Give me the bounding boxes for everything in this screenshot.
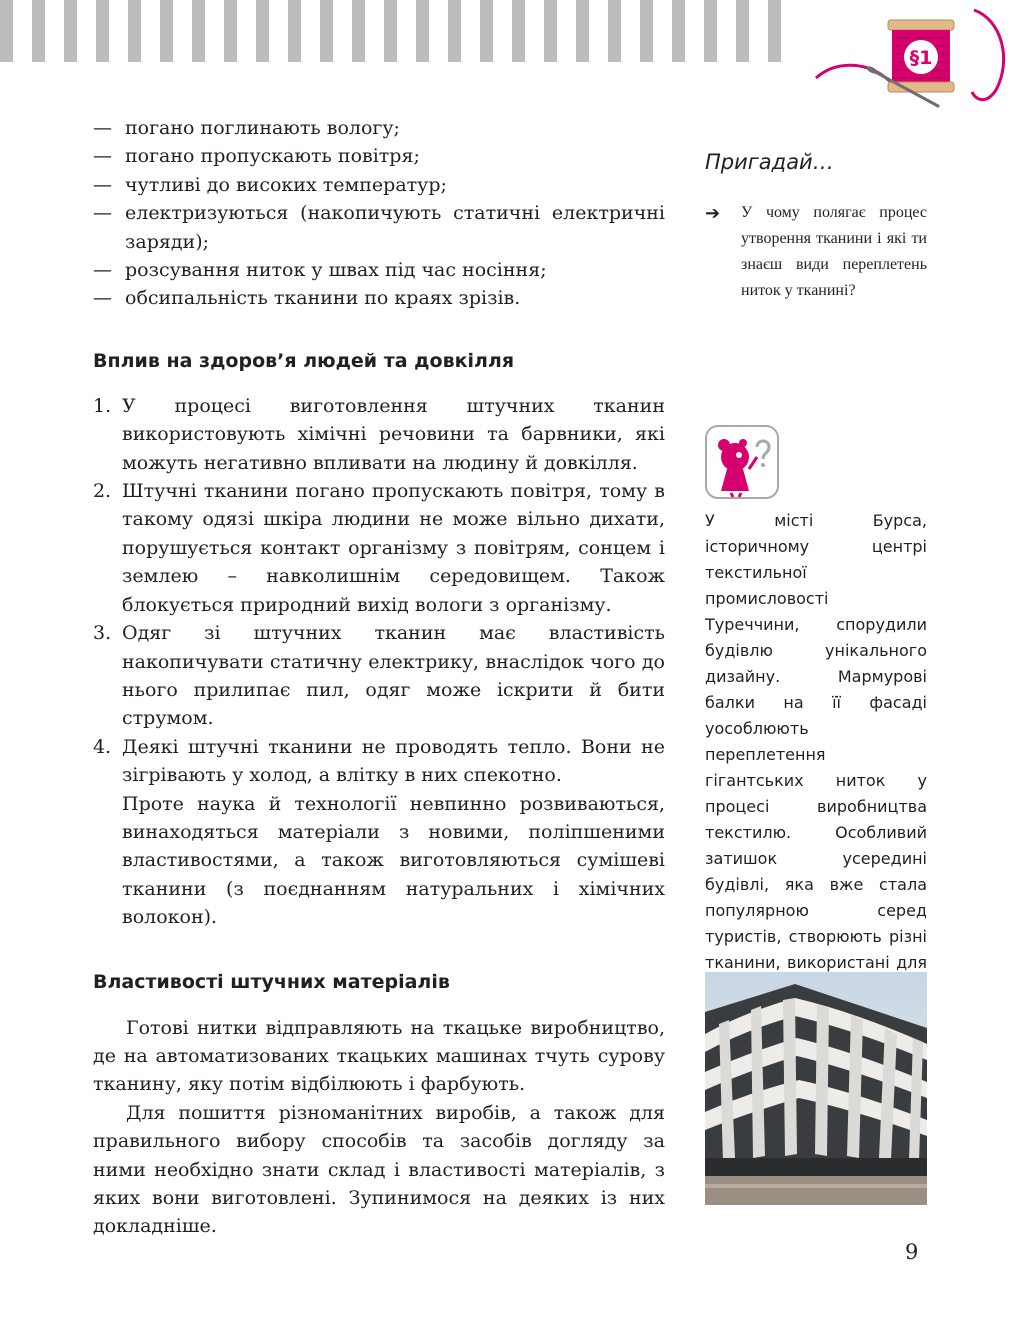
building-photo: [705, 972, 927, 1205]
main-column: [93, 114, 665, 1241]
curious-girl-icon: [705, 425, 779, 499]
section-heading-properties: Властивості штучних матеріалів: [93, 970, 450, 993]
list-item: [93, 256, 665, 284]
fact-text: У місті Бурса, історичному центрі текстильної промисловості Туреччини, спорудили будівлю унікального дизайну. Мармурові балки на її фасаді уособлюють переплетення гігантських ниток у процесі виробництва текстилю. Особливий затишок усередині будівлі, яка вже стала популярною серед туристів, створюють різні тканини, використані для: [705, 511, 927, 972]
dash-marker: —: [93, 259, 112, 282]
list-item: [93, 392, 665, 477]
list-number: 4.: [93, 735, 112, 758]
body-paragraph: Для пошиття різноманітних виробів, а також для правильного вибору способів та засобів догляду за ними необхідно знати склад і властивості матеріалів, з яких вони виготовлені. Зупинимося на деяких із них докладніше.: [93, 1101, 665, 1238]
list-item-text: погано пропускають повітря;: [125, 145, 420, 168]
section-heading-health: Вплив на здоров’я людей та довкілля: [93, 349, 515, 372]
page-number: 9: [905, 1240, 919, 1264]
list-item: [93, 199, 665, 256]
list-number: 3.: [93, 622, 112, 645]
properties-dash-list: [93, 114, 665, 313]
list-item-text: Штучні тканини погано пропускають повітря, тому в такому одязі шкіра людини не може вільно дихати, порушується контакт організму з повітрям, сонцем і землею – навколишнім середовищем. Також блокується природний вихід вологи з організму.: [122, 480, 665, 616]
arrow-right-icon: ➔: [705, 203, 721, 223]
list-item: [93, 619, 665, 733]
recall-question-text: У чому полягає процес утворення тканини і які ти знаєш види переплетень ниток у тканині?: [741, 204, 927, 299]
thread-spool-icon: [806, 0, 1014, 112]
list-number: 2.: [93, 480, 112, 503]
list-item: [93, 733, 665, 790]
list-item-text: Одяг зі штучних тканин має властивість накопичувати статичну електрику, внаслідок чого до нього прилипає пил, одяг може іскрити й бити струмом.: [122, 622, 665, 730]
list-item-text: обсипальність тканини по краях зрізів.: [125, 287, 521, 310]
list-item: [93, 142, 665, 170]
list-item-text: розсування ниток у швах під час носіння;: [125, 259, 547, 282]
recall-title: Пригадай…: [705, 150, 834, 174]
dash-marker: —: [93, 173, 112, 196]
dash-marker: —: [93, 287, 112, 310]
list-item: [93, 114, 665, 142]
recall-question: [705, 200, 927, 304]
list-item: [93, 477, 665, 619]
continuation-paragraph: Проте наука й технології невпинно розвиваються, винаходяться матеріали з новими, поліпшеними властивостями, а також виготовляються сумішеві тканини (з поєднанням натуральних і хімічних волокон).: [122, 792, 665, 929]
list-number: 1.: [93, 394, 112, 417]
list-item-text: погано поглинають вологу;: [125, 117, 400, 139]
spool-label: §1: [909, 47, 933, 69]
list-item-text: У процесі виготовлення штучних тканин використовують хімічні речовини та барвники, які можуть негативно впливати на людину й довкілля.: [122, 394, 665, 474]
list-item: [93, 284, 665, 312]
list-item-text: Деякі штучні тканини не проводять тепло. Вони не зігрівають у холод, а влітку в них спекотно.: [122, 735, 665, 787]
dash-marker: —: [93, 202, 112, 225]
list-item-text: чутливі до високих температур;: [125, 173, 447, 196]
list-item: [93, 171, 665, 199]
list-item-text: електризуються (накопичують статичні електричні заряди);: [125, 202, 665, 253]
dash-marker: —: [93, 145, 112, 168]
health-numbered-list: [93, 392, 665, 790]
body-paragraph: Готові нитки відправляють на ткацьке виробництво, де на автоматизованих ткацьких машинах тчуть сурову тканину, яку потім відбілюють і фарбують.: [93, 1016, 665, 1096]
dash-marker: —: [93, 117, 112, 139]
